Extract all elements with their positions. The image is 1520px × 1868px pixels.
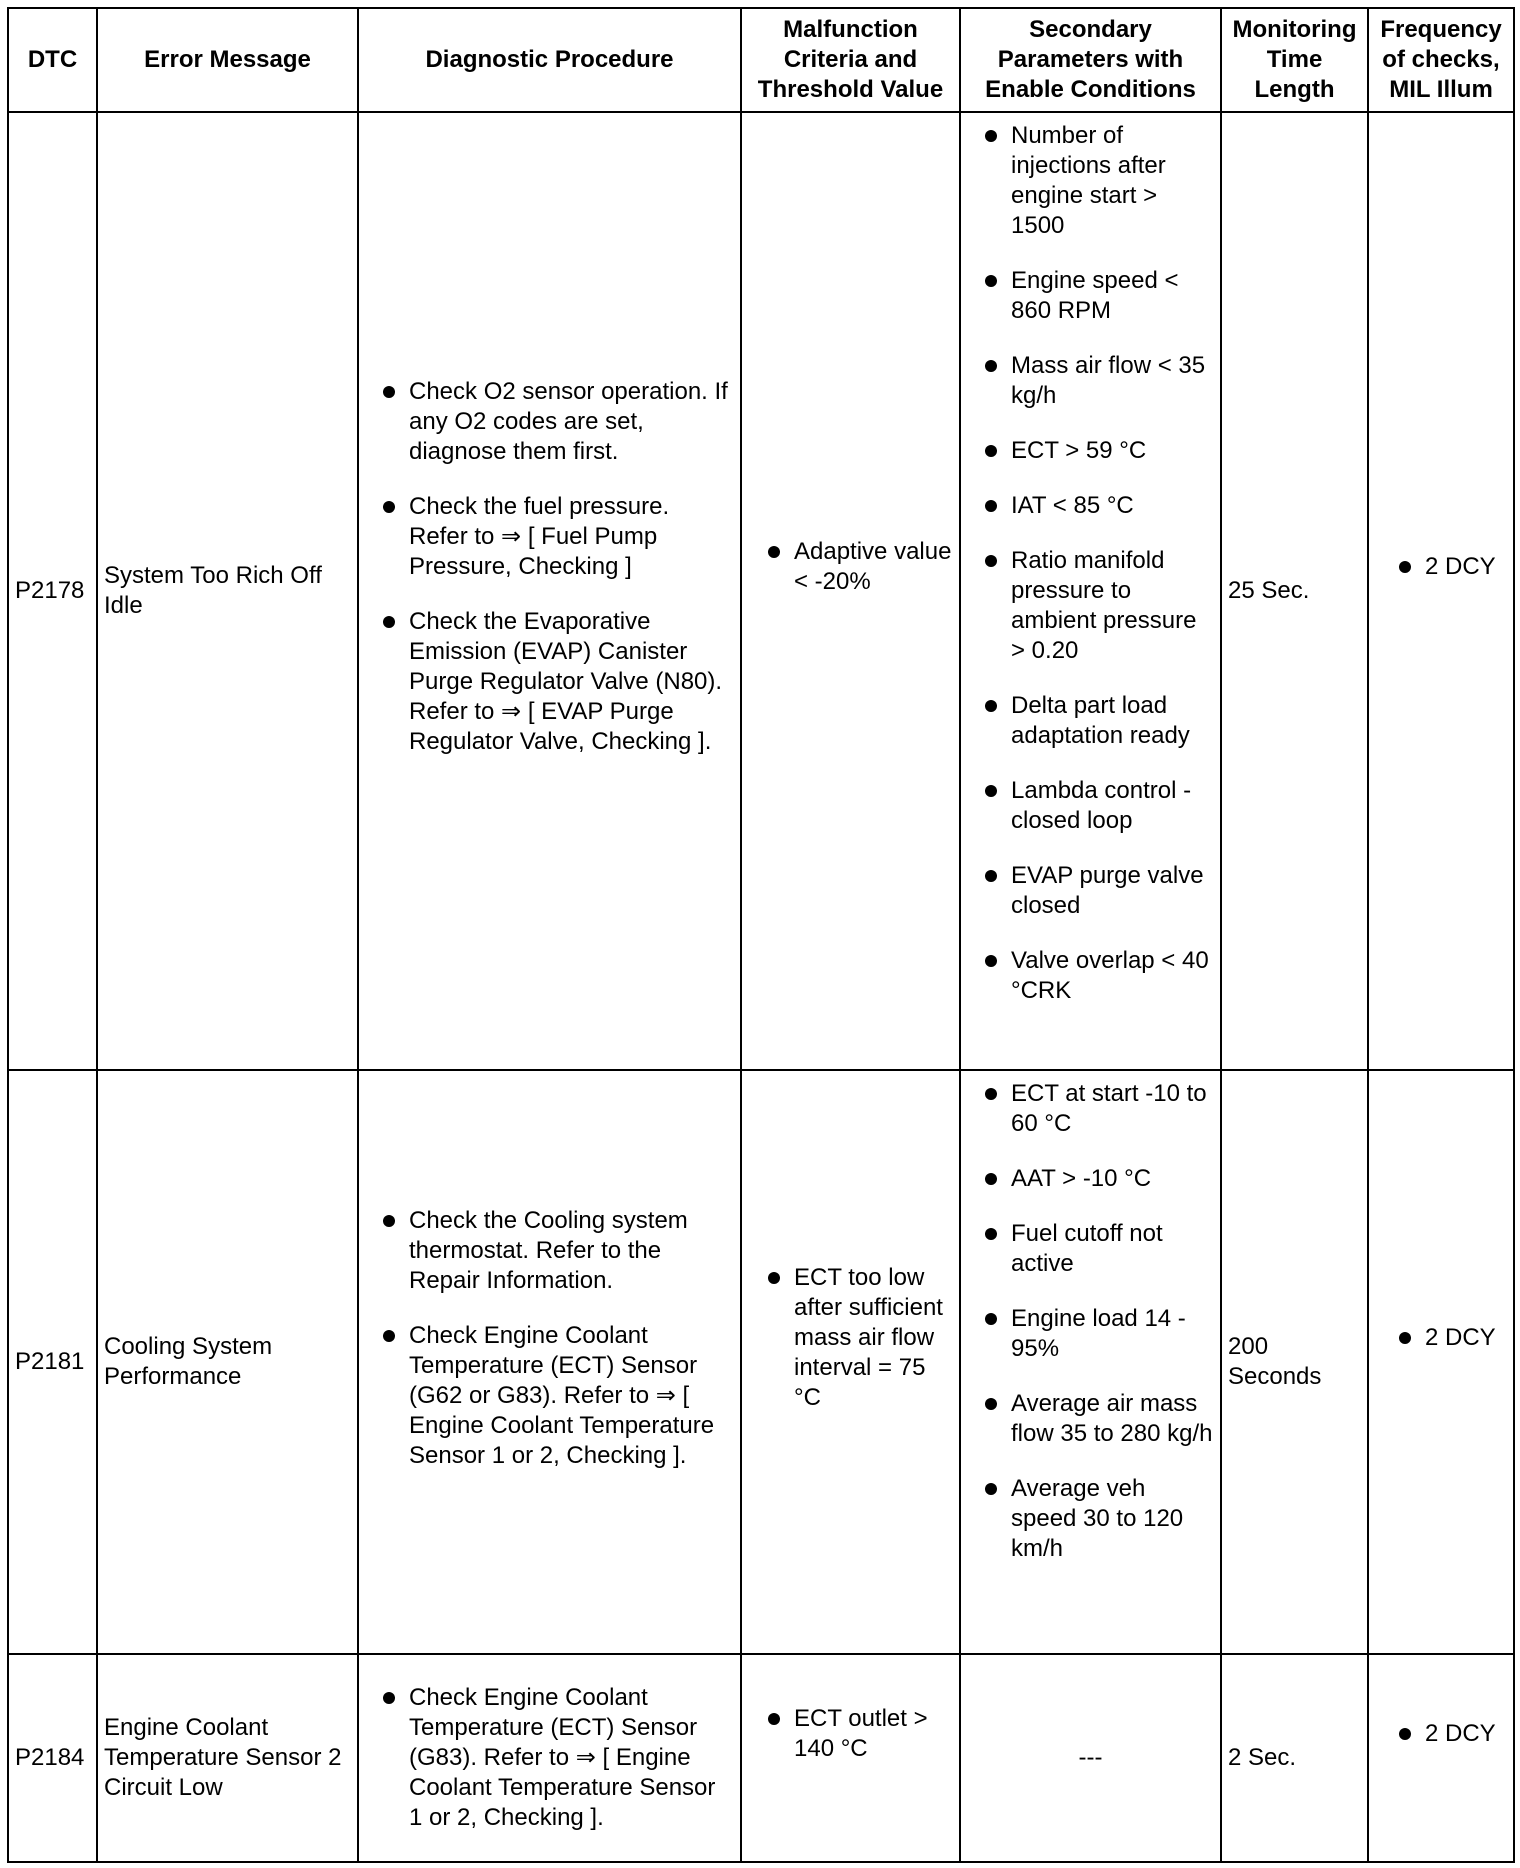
diagnostic-procedure: [358, 1070, 741, 1654]
secondary-list: [975, 1079, 1214, 1564]
list-item: 2 DCY: [1375, 1323, 1507, 1353]
secondary-parameters: [960, 112, 1221, 1070]
list-item: Check the fuel pressure. Refer to ⇒ [ Fuel Pump Pressure, Checking ]: [373, 492, 730, 582]
list-item: Number of injections after engine start > 1500: [975, 121, 1214, 241]
header-monitoring-time: Monitoring Time Length: [1221, 8, 1368, 112]
table-row: [8, 1070, 1514, 1654]
diagnostic-procedure: [358, 112, 741, 1070]
header-error-message: Error Message: [97, 8, 358, 112]
list-item: Delta part load adaptation ready: [975, 691, 1214, 751]
table-row: [8, 1654, 1514, 1862]
list-item: Average veh speed 30 to 120 km/h: [975, 1474, 1214, 1564]
diagnostic-list: [373, 1206, 730, 1471]
header-dtc: DTC: [8, 8, 97, 112]
list-item: Check Engine Coolant Temperature (ECT) Sensor (G62 or G83). Refer to ⇒ [ Engine Coolant Temperature Sensor 1 or 2, Checking ].: [373, 1321, 730, 1471]
frequency-mil: [1368, 1654, 1514, 1862]
malfunction-criteria: [741, 112, 960, 1070]
secondary-parameters: ---: [960, 1654, 1221, 1862]
list-item: ECT too low after sufficient mass air flow interval = 75 °C: [758, 1263, 953, 1413]
dtc-code: P2184: [8, 1654, 97, 1862]
malfunction-criteria: [741, 1070, 960, 1654]
list-item: Average air mass flow 35 to 280 kg/h: [975, 1389, 1214, 1449]
list-item: Engine load 14 - 95%: [975, 1304, 1214, 1364]
header-row: [8, 8, 1514, 112]
list-item: ECT outlet > 140 °C: [758, 1704, 953, 1764]
list-item: AAT > -10 °C: [975, 1164, 1214, 1194]
list-item: Check Engine Coolant Temperature (ECT) Sensor (G83). Refer to ⇒ [ Engine Coolant Temperature Sensor 1 or 2, Checking ].: [373, 1683, 730, 1833]
list-item: Check the Cooling system thermostat. Refer to the Repair Information.: [373, 1206, 730, 1296]
error-message: Cooling System Performance: [97, 1070, 358, 1654]
list-item: Check O2 sensor operation. If any O2 codes are set, diagnose them first.: [373, 377, 730, 467]
table-row: [8, 112, 1514, 1070]
diagnostic-list: [373, 377, 730, 757]
monitoring-time: 200 Seconds: [1221, 1070, 1368, 1654]
monitoring-time: 2 Sec.: [1221, 1654, 1368, 1862]
list-item: Engine speed < 860 RPM: [975, 266, 1214, 326]
monitoring-time: 25 Sec.: [1221, 112, 1368, 1070]
frequency-mil: [1368, 112, 1514, 1070]
diagnostic-list: [373, 1683, 730, 1833]
list-item: 2 DCY: [1375, 1719, 1507, 1749]
diagnostic-procedure: [358, 1654, 741, 1862]
secondary-parameters: [960, 1070, 1221, 1654]
header-frequency: Frequency of checks, MIL Illum: [1368, 8, 1514, 112]
list-item: Check the Evaporative Emission (EVAP) Canister Purge Regulator Valve (N80). Refer to ⇒ [ EVAP Purge Regulator Valve, Checking ].: [373, 607, 730, 757]
list-item: ECT at start -10 to 60 °C: [975, 1079, 1214, 1139]
header-secondary-parameters: Secondary Parameters with Enable Conditions: [960, 8, 1221, 112]
list-item: Ratio manifold pressure to ambient pressure > 0.20: [975, 546, 1214, 666]
list-item: IAT < 85 °C: [975, 491, 1214, 521]
secondary-list: [975, 121, 1214, 1006]
dtc-table: [7, 7, 1515, 1863]
list-item: Valve overlap < 40 °CRK: [975, 946, 1214, 1006]
malfunction-criteria: [741, 1654, 960, 1862]
list-item: ECT > 59 °C: [975, 436, 1214, 466]
header-diagnostic-procedure: Diagnostic Procedure: [358, 8, 741, 112]
list-item: Fuel cutoff not active: [975, 1219, 1214, 1279]
dtc-code: P2181: [8, 1070, 97, 1654]
error-message: Engine Coolant Temperature Sensor 2 Circuit Low: [97, 1654, 358, 1862]
list-item: Adaptive value < -20%: [758, 537, 953, 597]
frequency-mil: [1368, 1070, 1514, 1654]
list-item: 2 DCY: [1375, 552, 1507, 582]
list-item: EVAP purge valve closed: [975, 861, 1214, 921]
error-message: System Too Rich Off Idle: [97, 112, 358, 1070]
list-item: Lambda control - closed loop: [975, 776, 1214, 836]
header-malfunction: Malfunction Criteria and Threshold Value: [741, 8, 960, 112]
list-item: Mass air flow < 35 kg/h: [975, 351, 1214, 411]
dtc-code: P2178: [8, 112, 97, 1070]
